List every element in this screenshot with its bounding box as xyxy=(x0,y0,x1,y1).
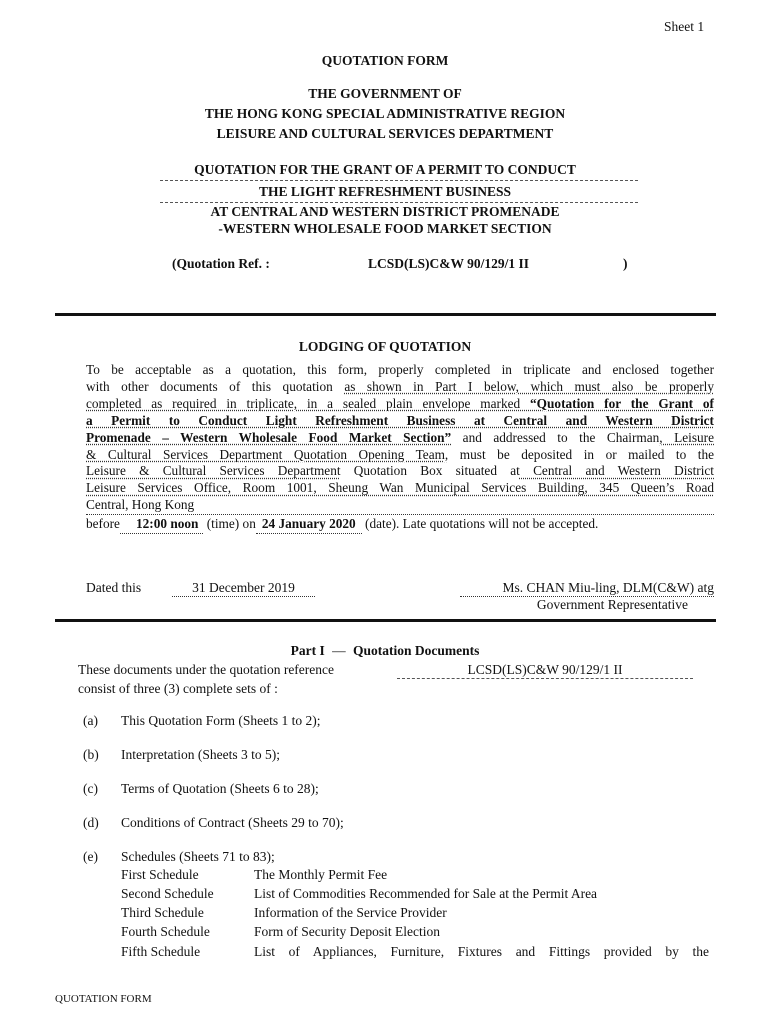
schedule-desc: Form of Security Deposit Election xyxy=(254,924,440,939)
item-label: (c) xyxy=(83,781,98,796)
doc-item-e xyxy=(83,849,98,865)
signatory-name: Ms. CHAN Miu-ling, DLM(C&W) atg xyxy=(460,580,714,597)
schedule-name: First Schedule xyxy=(121,867,199,882)
subject-divider-2 xyxy=(160,202,638,203)
lodging-line-7 xyxy=(86,463,714,480)
deadline-date-value: 24 January 2020 xyxy=(261,516,356,532)
dated-date-value: 31 December 2019 xyxy=(192,580,295,595)
lodging-line-6 xyxy=(86,447,714,464)
lodging-line-2 xyxy=(86,379,714,396)
lodging-text: and addressed to the Chairman xyxy=(451,429,660,445)
item-label: (a) xyxy=(83,713,98,728)
top-rule xyxy=(55,313,716,316)
envelope-marking-line: a Permit to Conduct Light Refreshment Business at Central and Western District xyxy=(86,412,714,428)
doc-item-b xyxy=(83,747,99,763)
lodging-line-3 xyxy=(86,396,714,413)
signatory-role: Government Representative xyxy=(536,597,688,612)
schedule-desc: Information of the Service Provider xyxy=(254,905,447,920)
doc-item-d-text: Conditions of Contract (Sheets 29 to 70); xyxy=(121,815,344,830)
deadline-time-value: 12:00 noon xyxy=(135,516,199,532)
form-title: QUOTATION FORM xyxy=(321,53,449,68)
lodging-text: completed as required in triplicate, in a sealed plain envelope marked xyxy=(86,395,531,411)
lodging-line-9 xyxy=(86,497,714,515)
middle-rule xyxy=(55,619,716,622)
doc-item-c xyxy=(83,781,98,797)
gov-line-1: THE GOVERNMENT OF xyxy=(308,86,462,101)
lodging-text: , Leisure xyxy=(659,429,714,445)
envelope-marking: “Quotation for the Grant of xyxy=(530,395,714,411)
lodging-text: as shown in Part I below, which must also be properly xyxy=(344,378,714,394)
lodging-paragraph xyxy=(86,362,714,534)
subject-divider-1 xyxy=(160,180,638,181)
subject-line-3: AT CENTRAL AND WESTERN DISTRICT PROMENADE xyxy=(210,204,560,219)
deadline-time xyxy=(120,516,203,534)
before-label: before xyxy=(86,516,120,532)
schedule-desc: List of Appliances, Furniture, Fixtures and Fittings provided by the xyxy=(254,944,709,959)
deadline-line xyxy=(86,516,714,534)
lodging-line-5 xyxy=(86,430,714,447)
date-label: (date). Late quotations will not be accepted. xyxy=(365,516,599,532)
schedule-name: Fifth Schedule xyxy=(121,944,201,959)
lodging-text: Central, Hong Kong xyxy=(86,497,195,513)
item-label: (e) xyxy=(83,849,98,864)
schedule-name: Third Schedule xyxy=(121,905,204,920)
doc-item-c-text: Terms of Quotation (Sheets 6 to 28); xyxy=(121,781,319,796)
schedule-desc: List of Commodities Recommended for Sale at the Permit Area xyxy=(254,886,598,901)
doc-item-d xyxy=(83,815,99,831)
lodging-heading: LODGING OF QUOTATION xyxy=(298,339,472,354)
subject-line-1: QUOTATION FOR THE GRANT OF A PERMIT TO CONDUCT xyxy=(194,162,576,177)
part1-intro-ref xyxy=(397,662,693,679)
lodging-text: Leisure & Cultural Services Department xyxy=(86,463,341,479)
lodging-text: Central and Western District xyxy=(519,463,714,479)
gov-line-2: THE HONG KONG SPECIAL ADMINISTRATIVE REGION xyxy=(204,106,566,121)
dated-date xyxy=(172,580,315,597)
part1-intro-2: consist of three (3) complete sets of : xyxy=(78,681,278,696)
doc-item-a-text: This Quotation Form (Sheets 1 to 2); xyxy=(121,713,321,728)
deadline-date xyxy=(256,516,362,534)
part1-intro-1: These documents under the quotation reference xyxy=(78,662,335,677)
subject-line-2: THE LIGHT REFRESHMENT BUSINESS xyxy=(259,184,511,199)
lodging-text: must be deposited in or mailed to the xyxy=(448,446,715,462)
item-label: (b) xyxy=(83,747,99,762)
schedule-desc: The Monthly Permit Fee xyxy=(254,867,388,882)
dated-label: Dated this xyxy=(86,580,142,595)
part1-intro-ref-value: LCSD(LS)C&W 90/129/1 II xyxy=(467,662,623,677)
gov-line-3: LEISURE AND CULTURAL SERVICES DEPARTMENT xyxy=(216,126,554,141)
part1-heading-a: Part I xyxy=(290,643,325,658)
schedule-name: Second Schedule xyxy=(121,886,214,901)
doc-item-a xyxy=(83,713,98,729)
lodging-text: with other documents of this quotation xyxy=(86,378,345,394)
ref-close: ) xyxy=(623,256,628,271)
subject-line-4: -WESTERN WHOLESALE FOOD MARKET SECTION xyxy=(218,221,552,236)
lodging-line-1: To be acceptable as a quotation, this form, properly completed in triplicate and enclosed together xyxy=(86,362,714,377)
part1-dash: — xyxy=(332,643,346,658)
lodging-text: & Cultural Services Department Quotation Opening Team, xyxy=(86,446,449,462)
ref-label: (Quotation Ref. : xyxy=(172,256,270,271)
envelope-marking-end: Promenade – Western Wholesale Food Market Section” xyxy=(86,429,452,445)
part1-heading xyxy=(0,643,770,659)
time-label: (time) on xyxy=(206,516,256,532)
doc-item-e-text: Schedules (Sheets 71 to 83); xyxy=(121,849,275,864)
ref-value: LCSD(LS)C&W 90/129/1 II xyxy=(368,256,530,271)
item-label: (d) xyxy=(83,815,99,830)
lodging-line-8: Leisure Services Office, Room 1001, Sheung Wan Municipal Services Building, 345 Queen’s Road xyxy=(86,480,714,496)
part1-heading-b: Quotation Documents xyxy=(352,643,480,658)
lodging-text: Quotation Box situated at xyxy=(340,463,520,479)
footer-label: QUOTATION FORM xyxy=(55,993,152,1005)
schedule-name: Fourth Schedule xyxy=(121,924,210,939)
doc-item-b-text: Interpretation (Sheets 3 to 5); xyxy=(121,747,280,762)
sheet-number: Sheet 1 xyxy=(664,19,705,34)
